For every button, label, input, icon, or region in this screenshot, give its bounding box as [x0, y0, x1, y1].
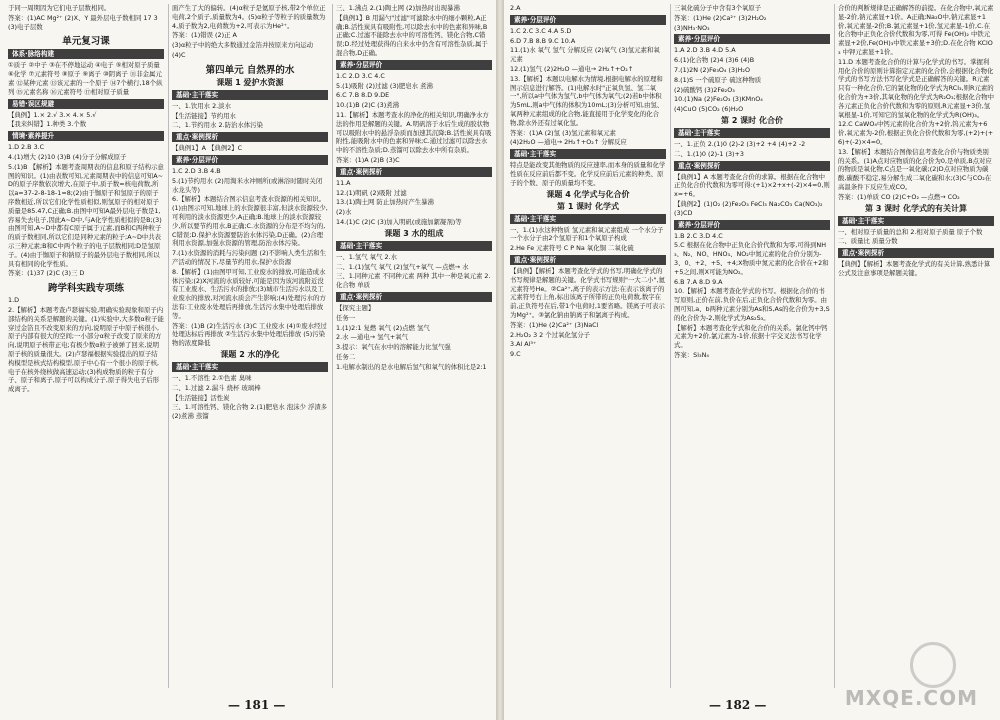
text-line: (3)NH₃·NO₃ [674, 23, 710, 32]
text-line: 答案：(1)He (2)Ca²⁺ (3)NaCl [510, 320, 599, 329]
text-line: 三氧化硫分子中含有3个氧原子 [674, 4, 762, 12]
column-divider [332, 4, 333, 688]
text-line: 1.D 2.B 3.C [8, 143, 45, 152]
text-line: ①质子 ②中子 ③在不停地运动 ④电子 ⑤相对原子质量 ⑥化学 ⑦元素符号 ⑧原子 ⑨离子 ⑩阴离子 ⑪非金属元素 ⑫某种元素 ⑬该元素的一个原子 ⑭7个横行,18个纵列 ⑮元素名称 ⑯元素符号 ⑰相对原子质量 [8, 61, 163, 96]
text-line: 6.(1)化合物 (2)4 (3)6 (4)B [674, 56, 755, 65]
text-line: 12.(1)明矾 (2)吸附 过滤 [336, 188, 407, 197]
right-col-3 [838, 4, 994, 690]
section-bar: 情境·素养提升 [8, 131, 164, 141]
text-line: 6.C 7.B 8.D 9.DE [336, 91, 390, 100]
section-bar: 基础·主干落实 [172, 362, 328, 372]
right-col-2 [674, 4, 830, 690]
lesson-heading: 第 1 课时 化学式 [557, 201, 619, 211]
section-bar: 体系·脉络构建 [8, 49, 164, 59]
text-line: 4.(1)增大 (2)10 (3)B (4)分子分解成原子 [8, 152, 127, 161]
left-col-1 [8, 4, 164, 690]
lesson-heading: 第 2 课时 化合价 [721, 115, 783, 125]
text-line: 答案：(1)单质 CO (2)C+O₂ —点燃→ CO₂ [838, 192, 960, 201]
text-line: 【探究主题】 [336, 303, 375, 312]
text-line: 13.【解析】本题以电解水为情境,根据电解水的原理和图示信息进行解答。(1)电解水时"正氧负氢、氢二氧一",所以a中气体为氢气,b中气体为氧气;(2)若b中体积为5mL,则a中气体的体积为10mL;(3)分析可知,由氢、氧两种元素组成的化合物,能直接用于化学变化的化合物,除水外还有过氧化氢。 [510, 74, 664, 127]
lesson-heading: 课题 4 化学式与化合价 [546, 189, 630, 199]
text-line: 10.(1)B (2)C (3)煮沸 [336, 101, 400, 110]
text-line: 答案：Si₃N₄ [674, 350, 709, 359]
text-line: 答案：(1)AC Mg²⁺ (2)X、Y 最外层电子数相同 17 3 (3)电子层数 [8, 13, 158, 31]
text-line: 【典例1】B 用漏勺"过滤"可滤除水中的细小颗粒,A正确;B.活性炭具有吸附性,可以除去水中的色素和异味,B正确;C.过滤不能除去水中的可溶性钙、镁化合物,C错误;D.经过处理获得的自来水中仍含有可溶性杂质,属于混合物,D正确。 [336, 13, 488, 57]
text-line: (2)硫酸钙 (3)2Fe₂O₃ [674, 85, 735, 94]
text-line: 1.B 2.C 3.D 4.C [674, 231, 723, 240]
text-line: 5.(1)节约用水 (2)用淘米水冲厕所(或淋浴时随时关闭水龙头等) [172, 176, 323, 194]
text-line: 2.He Fe 元素符号 C P Na 氧化铜 二氧化硫 [510, 244, 634, 253]
page-number-right: — 182 — [709, 698, 767, 712]
right-page [504, 0, 1000, 720]
page-number-left: — 181 — [228, 698, 286, 712]
text-line: 【生活链接】活性炭 [172, 393, 230, 402]
text-line: 11.(1)水 氧气 氢气 分解反应 (2)氧气 (3)氢元素和氧元素 [510, 46, 660, 64]
text-line: 5.(1)吸附 (2)过滤 (3)肥皂水 煮沸 [336, 81, 433, 90]
text-line: 任务二 [336, 352, 356, 361]
text-line: 二、1.(1)0 (2)-1 (3)+3 [674, 149, 744, 158]
text-line: 答案：(1)错误 (2)正 A [172, 31, 237, 40]
text-line: 6.【解析】本题结合图示信息考查水资源的相关知识。(1)由图示可知,地球上的水资源很丰富,但淡水资源较少,可利用的淡水资源更少,A正确;B.地球上的淡水资源较少,所以要节约用水,B正确;C.水资源的分布是不均匀的,C错误;D.保护水资源要防治水体污染,D正确。(2)合理利用水资源,加强水资源的管理,防治水体污染。 [172, 195, 328, 248]
text-line: 三、1.可溶性钙、镁化合物 2.(1)肥皂水 泡沫少 浮渣多 (2)煮沸 蒸馏 [172, 403, 328, 421]
section-bar: 基础·主干落实 [172, 90, 328, 100]
text-line: 答案：(1)A (2)B (3)C [336, 155, 400, 164]
column-divider [168, 4, 169, 688]
text-line: 5.(1)B 【解析】本题考查周期表的信息和原子结构示意图的知识。(1)由表数可知,元素周期表中的信息可知A~D的原子序数依次增大,在原子中,质子数=核电荷数,所以a=37-2-8-18-1=8;(2)由于铷原子和氢原子的原子序数相近,所以它们化学性质相似,则氢原子的相对原子质量是85.47,C正确;B.由图中可知A最外层电子数是1,容易失去电子,因此A~D中,与A化学性质相似的是B;(3)由图可知,A~D中都有C原子属于元素,而B和C两种粒子的质子数相同,所以它们是同种元素的粒子;A~D中共表示三种元素;B和C中两个粒子的电子层数相同;D是氢原子。(4)由于铷原子和钠原子的最外层电子数相同,所以具有相同的化学性质。 [8, 162, 164, 268]
book-gutter [496, 0, 504, 720]
section-bar: 基础·主干落实 [510, 149, 666, 159]
section-bar: 素养·分层评价 [336, 60, 492, 70]
text-line: 二、1.节约用水 2.防治水体污染 [172, 121, 263, 130]
text-line: 任务一 [336, 313, 356, 322]
section-bar: 基础·主干落实 [674, 128, 830, 138]
text-line: (4)2H₂O —通电→ 2H₂↑+O₂↑ 分解反应 [510, 138, 627, 147]
text-line: 一、1.(1)水这种物质 氢元素和氧元素组成 一个水分子 一个水分子由2个氢原子和1个氧原子构成 [510, 225, 664, 243]
unit-heading: 单元复习课 [62, 36, 110, 48]
text-line: 【典例1】A 【典例2】C [172, 144, 243, 153]
section-bar: 重点·案例探析 [336, 292, 492, 302]
lesson-heading: 课题 1 爱护水资源 [216, 77, 284, 87]
text-line: 6.B 7.A 8.D 9.A [674, 277, 723, 286]
column-divider [670, 4, 671, 688]
text-line: 二、1.(1)氢气 氧气 (2)氢气+氧气 —点燃→ 水 [336, 262, 469, 271]
text-line: 1.D [8, 296, 20, 305]
text-line: 面产生了大的偏转。(4)α粒子是氦原子核,带2个单位正电荷,2个质子,质量数为4。(5)α粒子等粒子的质量数为4,质子数为2,电荷数为+2,可表示为He²⁺。 [172, 4, 326, 30]
text-line: 【典例1】A 本题考查化合价的求算。根据在化合物中正负化合价代数和为零可得:(+1)×2+x+(-2)×4=0,则x=+6。 [674, 172, 830, 199]
text-line: 二、质量比 质量分数 [838, 237, 898, 246]
watermark-text: MXQE.COM [844, 686, 978, 710]
watermark [816, 656, 996, 716]
column-divider [834, 4, 835, 688]
text-line: 8.(1)S 一个硫原子 硫这种物质 [674, 75, 762, 84]
section-bar: 基础·主干落实 [838, 216, 994, 226]
section-bar: 重点·案例探析 [172, 132, 328, 142]
text-line: 8.【解析】(1)由图甲可知,工业废水的排放,可能造成水体污染;(2)X河流的水质较好,可能是因为该河流附近没有工业废水、生活污水的排放;(3)城市生活污水以及工业废水的排放,对河流水质会产生影响;(4)处理污水的方法有:工业废水处理后再排放,生活污水集中处理后排放等。 [172, 267, 326, 320]
text-line: 14.(1)C (2)C (3)加入明矾(或施加絮凝剂)等 [336, 217, 462, 226]
text-line: 6.D 7.B 8.B 9.C 10.A [510, 36, 576, 45]
text-line: (3)α粒子中的绝大多数通过金箔并按原来方向运动 [172, 41, 314, 50]
section-bar: 素养·分层评价 [674, 220, 830, 230]
text-line: 二、1.过滤 2.漏斗 烧杯 玻璃棒 [172, 383, 261, 392]
left-page [0, 0, 496, 720]
lesson-heading: 第 3 课时 化学式的有关计算 [865, 203, 967, 213]
section-bar: 素养·分层评价 [510, 15, 666, 25]
text-line: 【典例】【解析】本题考查化学式的有关计算,熟悉计算公式及注意事项是解题关键。 [838, 260, 991, 277]
text-line: 答案：(1)A (2)氢 (3)氢元素和氧元素 [510, 128, 616, 137]
text-line: 一、1.正负 2.(1)0 (2)-2 (3)+2 +4 (4)+2 -2 [674, 139, 806, 148]
lesson-heading: 课题 3 水的组成 [384, 228, 444, 238]
section-bar: 基础·主干落实 [510, 214, 666, 224]
section-bar: 重点·案例探析 [838, 248, 994, 258]
text-line: 1.C 2.D 3.C 4.C [336, 71, 385, 80]
unit-heading: 第四单元 自然界的水 [205, 64, 295, 76]
section-bar: 重点·案例探析 [674, 161, 830, 171]
text-line: 一、1.饮用水 2.淡水 [172, 101, 231, 110]
section-bar: 易错·误区规避 [8, 99, 164, 109]
text-line: 2.A [510, 4, 521, 12]
text-line: 【解析】本题考查化学式和化合价的关系。氯化钙中钙元素为+2价,氯元素为-1价,依据十字交叉法书写化学式。 [674, 323, 828, 350]
text-line: 合价的判断规律是正确解答的前提。在化合物中,氧元素显-2价,钠元素显+1价。A正确;Na₂O中,钠元素显+1价,氧元素显-2价;B.氯元素显+1价,氢元素显-1价,C.在化合物中正负化合价代数和为零,可得 Fe(OH)₂ 中铁元素显+2价,Fe(OH)₃中铁元素显+3价;D.在化合物 KClO₃ 中钾元素显+1价。 [838, 4, 994, 56]
section-bar: 素养·分层评价 [674, 34, 830, 44]
text-line: 13.【解析】本题结合图像信息考查化合价与物质类别的关系。(1)A点对应物质的化合价为0,是单质,B点对应的物质是氧化物,C点是一氧化碳;(2)D点对应物质为碳酸,碳酸不稳定,易分解生成二氧化碳和水;(3)C与CO₂在高温条件下反应生成CO。 [838, 147, 992, 191]
watermark-stamp-icon [910, 642, 956, 688]
section-bar: 重点·案例探析 [336, 167, 492, 177]
text-line: 10.【解析】本题考查化学式的书写。根据化合价的书写原则,正价在前,负价在后,正负化合价代数和为零。由图可知,a、b两种元素分别为As和S,As的化合价为+3,S的化合价为-2,则化学式为As₂S₃。 [674, 287, 830, 322]
text-line: 1.(1)2:1 复燃 氧气 (2)点燃 氢气 [336, 323, 430, 332]
text-line: 1.C 2.D 3.B 4.B [172, 166, 221, 175]
text-line: 【典例】【解析】本题考查化学式的书写,明确化学式的书写规律是解题的关键。化学式书写规则"一大二小",氦元素符号He。②Ca²⁺,离子的表示方法:在表示该离子的元素符号右上角,标出该离子所带的正负电荷数,数字在前,正负符号在后,带1个电荷时,1要省略。镁离子可表示为Mg²⁺。③氯化钠由钠离子和氯离子构成。 [510, 266, 665, 319]
text-line: 12.C CaWO₄中钙元素的化合价为+2价,钨元素为+6价,氧元素为-2价,根据正负化合价代数和为零,(+2)+(+6)+(-2)×4=0。 [838, 120, 994, 146]
text-line: 一、1.不溶性 2.①色素 臭味 [172, 373, 252, 382]
text-line: 13.(1)陶土网 防止加热时产生暴沸 [336, 198, 434, 207]
text-line: 三、1.同种元素 不同种元素 两种 其中一种是氧元素 2.化合物 单质 [336, 272, 491, 290]
text-line: 1.A 2.D 3.B 4.D 5.A [674, 46, 736, 55]
section-bar: 基础·主干落实 [336, 241, 492, 251]
text-line: 7.(1)水资源的消耗与污染问题 (2)不影响人类生活和生产活动的情况下,尽量节约用水,保护水资源 [172, 249, 327, 266]
text-line: 一、相对原子质量的总和 2.相对原子质量 原子个数 [838, 227, 983, 236]
text-line: 3.Al Al³⁺ [510, 340, 537, 349]
text-line: 答案：(1)37 (2)C (3)三 D [8, 269, 85, 278]
text-line: 9.C [510, 350, 521, 359]
text-line: 答案：(1)B (2)生活污水 (3)C 工业废水 (4)①废水经过处理达标后再排放 ②生活污水集中处理后排放 (5)污染物的浓度降低 [172, 321, 327, 348]
section-bar: 重点·案例探析 [510, 255, 666, 265]
text-line: 【生活链接】节约用水 [172, 111, 236, 120]
right-col-1 [510, 4, 666, 690]
section-bar: 素养·分层评价 [172, 155, 328, 165]
text-line: 2.H₂O₂ 3 2 个过氧化氢分子 [510, 330, 591, 339]
text-line: 【我来纠错】1.种类 3.个数 [8, 120, 87, 129]
text-line: (2)水 [336, 208, 352, 217]
text-line: 11.D 本题考查化合价的计算与化学式的书写。掌握利用化合价的原则计算指定元素的化合价,会根据化合物化学式的书写方法书写化学式是正确解答的关键。R元素只有一种化合价,它的氯化物的化学式为RCl₃,则R元素的化合价为+3价,其氧化物的化学式为R₂O₃;根据化合物中各元素正负化合价代数和为零的原则,R元素显+3价,氢氧根显-1价,可知它的氢氧化物的化学式为R(OH)₃。 [838, 57, 994, 119]
text-line: 3.提示：氧气在水中的溶解能力比氢气强 [336, 343, 451, 352]
text-line: 于同一周期因为它们电子层数相同。 [8, 4, 111, 12]
unit-heading: 跨学科实践专项练 [47, 283, 124, 295]
text-line: 2.水 —通电→ 氢气+氧气 [336, 333, 408, 342]
text-line: 答案：(1)He (2)Ca²⁺ (3)2H₂O₂ [674, 13, 767, 22]
text-line: 7.(1)2N (2)Fe₃O₄ (3)H₂O [674, 65, 750, 74]
text-line: 2.【解析】本题考查卢瑟福实验,明确实验现象和原子内部结构的关系是解题的关键。(1)实验中,大多数α粒子能穿过金箔且不改变原来的方向,说明原子中原子核很小,原子内部有很大的空间;一小部分α粒子改变了原来的方向,说明原子核带正电;有极少数α粒子被弹了回来,说明原子核的质量很大。(2)卢瑟福根据实验提出的原子结构模型是核式结构模型,原子中心有一个很小的原子核,电子在核外绕核做高速运动;(3)构成物质的粒子有分子、原子和离子,原子可以构成分子,原子得失电子后形成离子。 [8, 305, 164, 394]
text-line: 1.C 2.C 3.C 4.A 5.D [510, 26, 572, 35]
text-line: (4)CuO (5)CO₂ (6)H₂O [674, 105, 744, 114]
text-line: 三、1.沸点 2.(1)陶土网 (2)加热时出现暴沸 [336, 4, 460, 12]
text-line: 【典例2】(1)O₂ (2)Fe₂O₃ FeCl₃ Na₂CO₃ Ca(NO₃)₂ (3)CD [674, 199, 823, 217]
text-line: 12.(1)氢气 (2)2H₂O —通电→ 2H₂↑+O₂↑ [510, 64, 634, 73]
lesson-heading: 课题 2 水的净化 [220, 349, 280, 359]
text-line: 11.A [336, 178, 351, 187]
text-line: 一、1.氢气 氧气 2.水 [336, 252, 397, 261]
text-line: 5.C 根据在化合物中正负化合价代数和为零,可得到NH₃、N₂、NO、HNO₃、NO₂中氮元素的化合价分别为-3、0、+2、+5、+4;X物质中氮元素的化合价在+2和+5之间,则X可能为NO₂。 [674, 241, 829, 276]
text-line: 11.【解析】本题考查水的净化的相关知识,明确净水方法的作用是解题的关键。A.明矾溶于水后生成的胶状物可以吸附水中的悬浮杂质而加速其沉降;B.活性炭具有吸附性,能吸附水中的色素和异味;C.通过过滤可以除去水中的不溶性杂质;D.蒸馏可以除去水中所有杂质。 [336, 110, 492, 155]
text-line: 10.(1)Na (2)Fe₂O₃ (3)KMnO₄ [674, 95, 763, 104]
text-line: 1.电解水制出的是水电解后氢气和氧气的体积比是2:1 [336, 362, 487, 371]
text-line: (4)C [172, 50, 186, 59]
left-col-2 [172, 4, 328, 690]
text-line: 特点是能改变其他物质的反应速率,而本身的质量和化学性质在反应前后都不变。化学反应前后元素的种类、原子的个数、原子的质量均不变。 [510, 161, 666, 187]
text-line: 【典例】1.× 2.√ 3.× 4.× 5.√ [8, 110, 97, 119]
left-col-3 [336, 4, 492, 690]
